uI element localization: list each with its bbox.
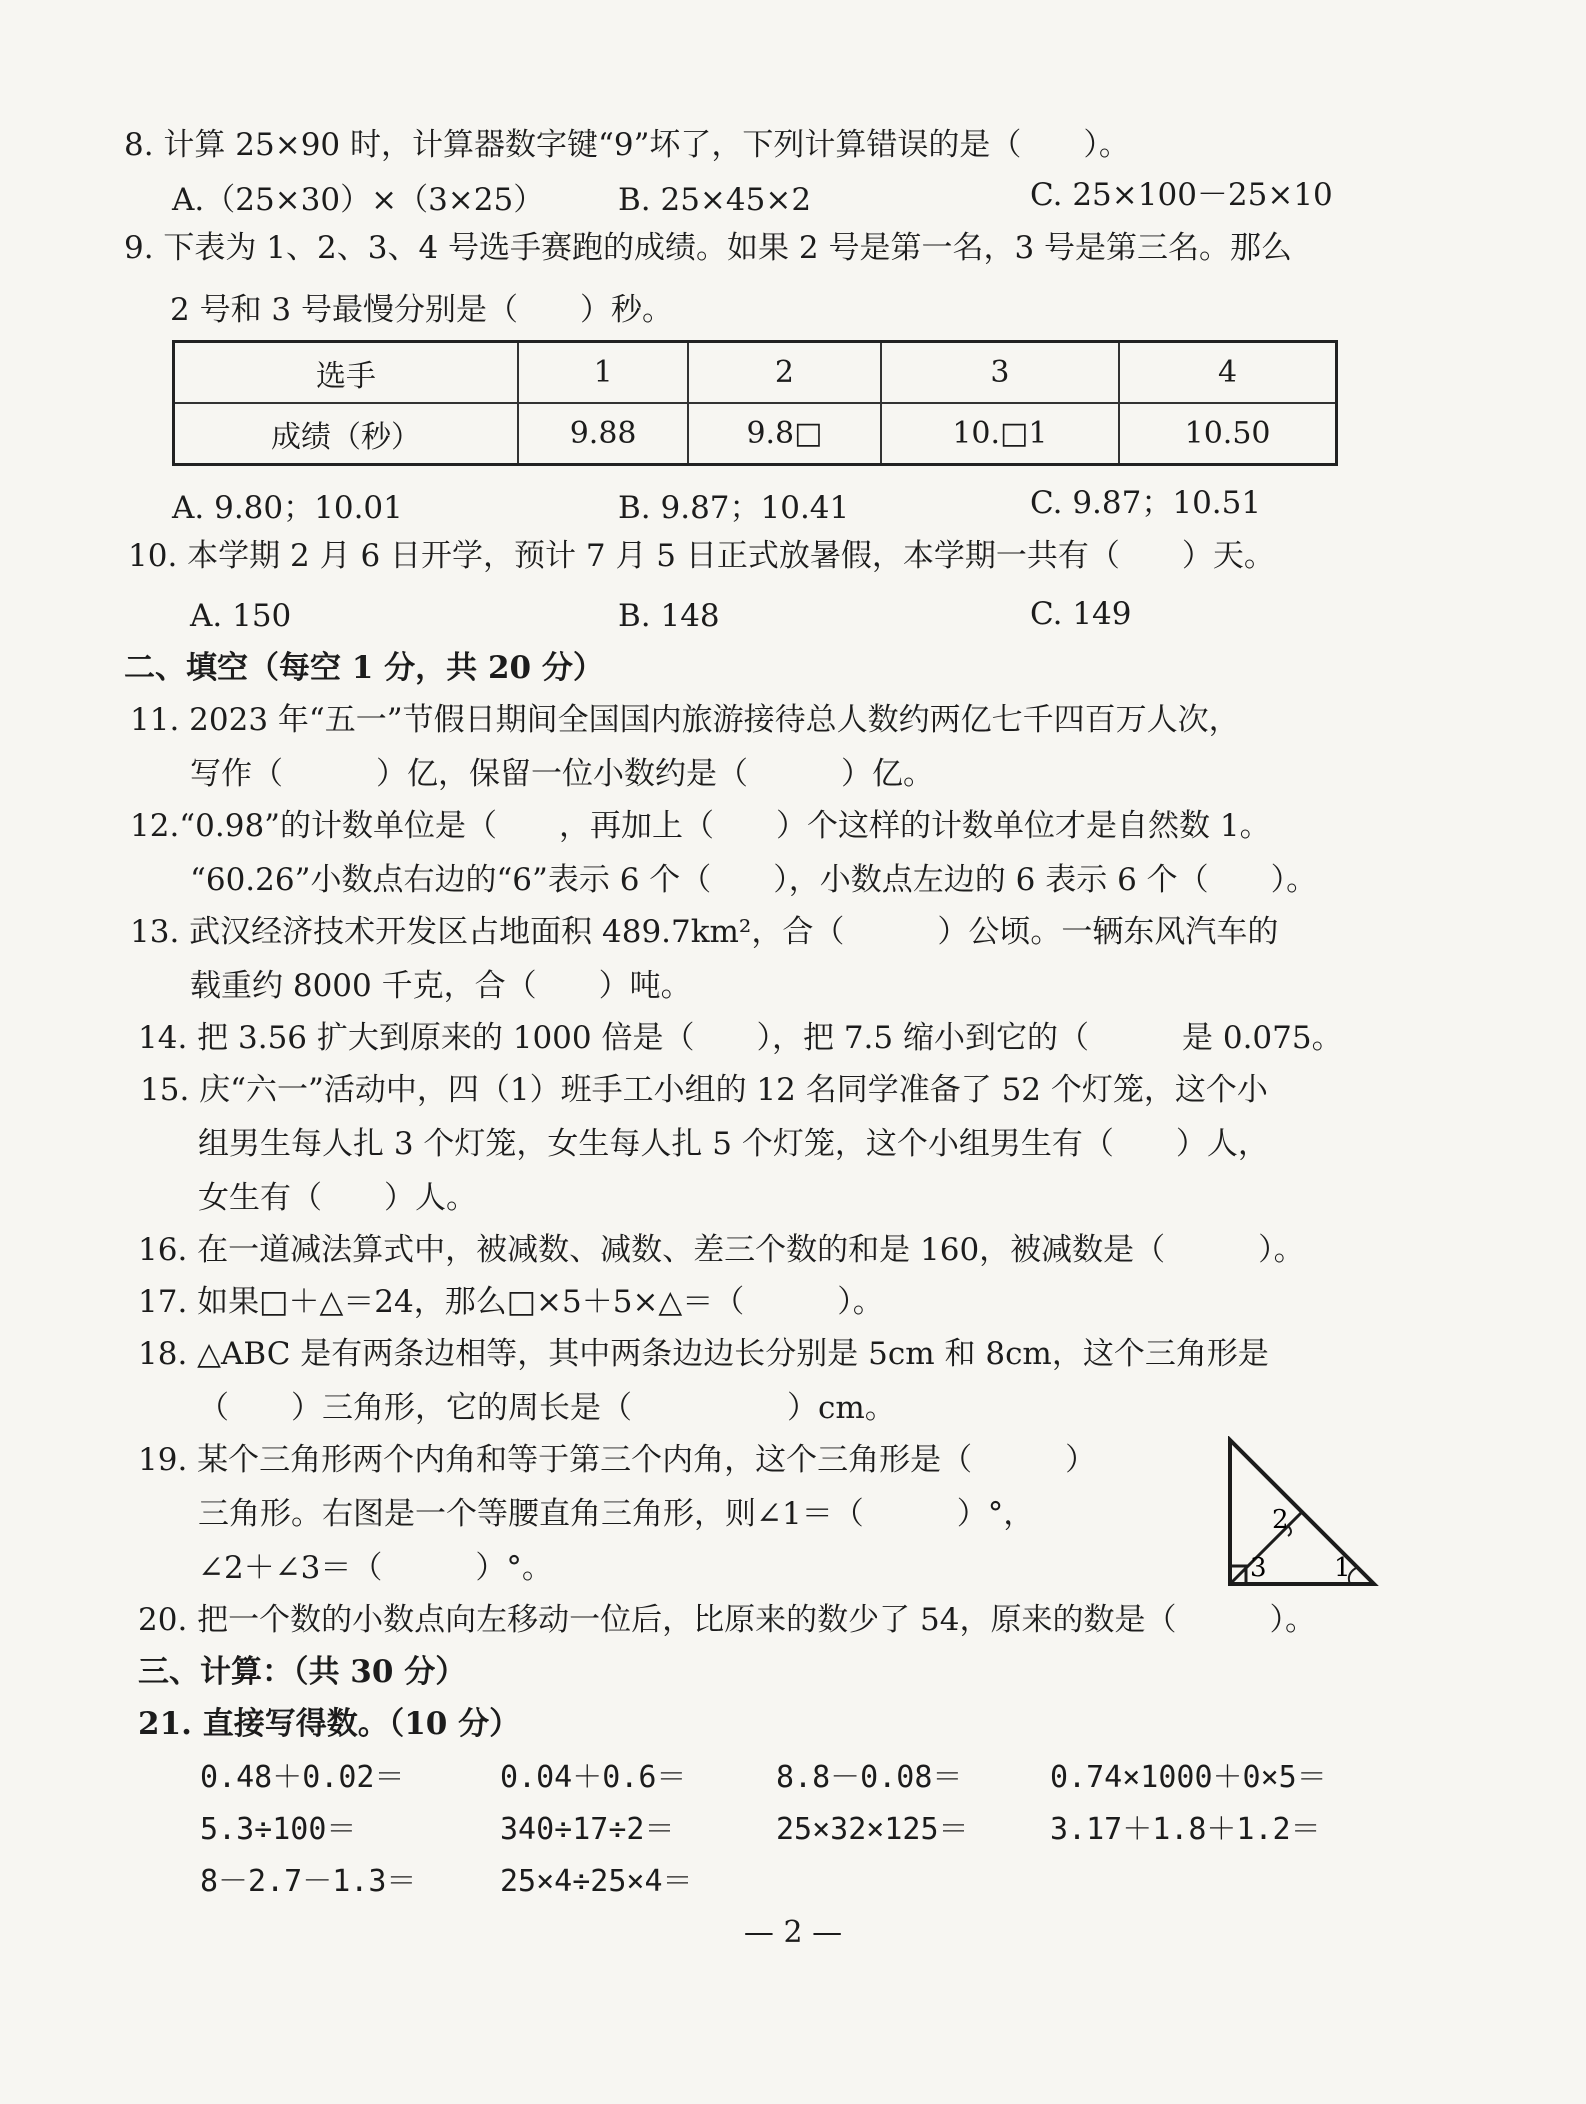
- q19-line3: ∠2＋∠3＝（ ）°。: [198, 1550, 553, 1586]
- q16-line: 16. 在一道减法算式中，被减数、减数、差三个数的和是 160，被减数是（ ）。: [138, 1232, 1305, 1268]
- calc-item: 25×4÷25×4＝: [500, 1864, 693, 1899]
- q9-option-c: C. 9.87；10.51: [1030, 485, 1262, 521]
- q15-line3: 女生有（ ）人。: [198, 1180, 477, 1216]
- q9-option-b: B. 9.87；10.41: [618, 490, 850, 526]
- section-3-heading: 三、计算：（共 30 分）: [138, 1654, 467, 1690]
- table-header-cell: 2: [688, 342, 881, 404]
- q9-option-a: A. 9.80；10.01: [172, 490, 403, 526]
- q18-line2: （ ）三角形，它的周长是（ ）cm。: [198, 1390, 896, 1426]
- q10-stem: 10. 本学期 2 月 6 日开学，预计 7 月 5 日正式放暑假，本学期一共有（ ）天。: [128, 538, 1275, 574]
- q8-option-b: B. 25×45×2: [618, 182, 812, 218]
- angle-label-1: 1: [1334, 1553, 1351, 1583]
- calc-item: 0.74×1000＋0×5＝: [1050, 1760, 1327, 1795]
- q8-option-a: A.（25×30）×（3×25）: [172, 182, 545, 218]
- q19-line1: 19. 某个三角形两个内角和等于第三个内角，这个三角形是（ ）: [138, 1442, 1097, 1478]
- q20-line: 20. 把一个数的小数点向左移动一位后，比原来的数少了 54，原来的数是（ ）。: [138, 1602, 1316, 1638]
- q13-line2: 载重约 8000 千克，合（ ）吨。: [190, 968, 692, 1004]
- calc-item: 8－2.7－1.3＝: [200, 1864, 417, 1899]
- q9-scores-table: [172, 340, 1338, 466]
- table-header-cell: 4: [1119, 342, 1336, 404]
- table-header-cell: 3: [881, 342, 1119, 404]
- q18-line1: 18. △ABC 是有两条边相等，其中两条边边长分别是 5cm 和 8cm，这个三角形是: [138, 1336, 1269, 1372]
- q10-option-a: A. 150: [190, 598, 292, 634]
- table-cell: 成绩（秒）: [174, 403, 519, 465]
- q10-option-c: C. 149: [1030, 596, 1132, 632]
- angle-label-3: 3: [1250, 1553, 1267, 1583]
- calc-item: 5.3÷100＝: [200, 1812, 357, 1847]
- q9-stem-line2: 2 号和 3 号最慢分别是（ ）秒。: [170, 292, 674, 328]
- q13-line1: 13. 武汉经济技术开发区占地面积 489.7km²，合（ ）公顷。一辆东风汽车的: [130, 914, 1279, 950]
- q11-line2: 写作（ ）亿，保留一位小数约是（ ）亿。: [190, 756, 934, 792]
- table-cell: 10.50: [1119, 403, 1336, 465]
- calc-item: 340÷17÷2＝: [500, 1812, 675, 1847]
- table-cell: 9.88: [518, 403, 688, 465]
- table-header-cell: 1: [518, 342, 688, 404]
- q14-line: 14. 把 3.56 扩大到原来的 1000 倍是（ ），把 7.5 缩小到它的（ 是 0.075。: [138, 1020, 1343, 1056]
- calc-item: 0.48＋0.02＝: [200, 1760, 405, 1795]
- q9-stem-line1: 9. 下表为 1、2、3、4 号选手赛跑的成绩。如果 2 号是第一名，3 号是第三名。那么: [124, 230, 1293, 266]
- q12-line1: 12.“0.98”的计数单位是（ ，再加上（ ）个这样的计数单位才是自然数 1。: [130, 808, 1271, 844]
- section-2-heading: 二、填空（每空 1 分，共 20 分）: [124, 650, 604, 686]
- q11-line1: 11. 2023 年“五一”节假日期间全国国内旅游接待总人数约两亿七千四百万人次，: [130, 702, 1240, 738]
- q15-line1: 15. 庆“六一”活动中，四（1）班手工小组的 12 名同学准备了 52 个灯笼，这个小: [140, 1072, 1268, 1108]
- angle-label-2: 2: [1272, 1505, 1289, 1535]
- q19-line2: 三角形。右图是一个等腰直角三角形，则∠1＝（ ）°，: [198, 1496, 1035, 1532]
- q8-option-c: C. 25×100－25×10: [1030, 177, 1333, 213]
- table-cell: 10.□1: [881, 403, 1119, 465]
- table-row: [174, 342, 1337, 404]
- q15-line2: 组男生每人扎 3 个灯笼，女生每人扎 5 个灯笼，这个小组男生有（ ）人，: [198, 1126, 1269, 1162]
- calc-item: 25×32×125＝: [776, 1812, 969, 1847]
- table-cell: 9.8□: [688, 403, 881, 465]
- page-number: — 2 —: [743, 1915, 843, 1950]
- q17-line: 17. 如果□＋△＝24，那么□×5＋5×△＝（ ）。: [138, 1284, 884, 1320]
- calc-item: 0.04＋0.6＝: [500, 1760, 687, 1795]
- q19-right-triangle-figure: [1222, 1436, 1382, 1590]
- calc-item: 3.17＋1.8＋1.2＝: [1050, 1812, 1321, 1847]
- table-header-cell: 选手: [174, 342, 519, 404]
- q12-line2: “60.26”小数点右边的“6”表示 6 个（ ），小数点左边的 6 表示 6 个（ ）。: [190, 862, 1318, 898]
- q21-title: 21. 直接写得数。（10 分）: [138, 1706, 521, 1742]
- q8-stem: 8. 计算 25×90 时，计算器数字键“9”坏了，下列计算错误的是（ ）。: [124, 127, 1130, 163]
- calc-item: 8.8－0.08＝: [776, 1760, 963, 1795]
- table-row: [174, 403, 1337, 465]
- q10-option-b: B. 148: [618, 598, 720, 634]
